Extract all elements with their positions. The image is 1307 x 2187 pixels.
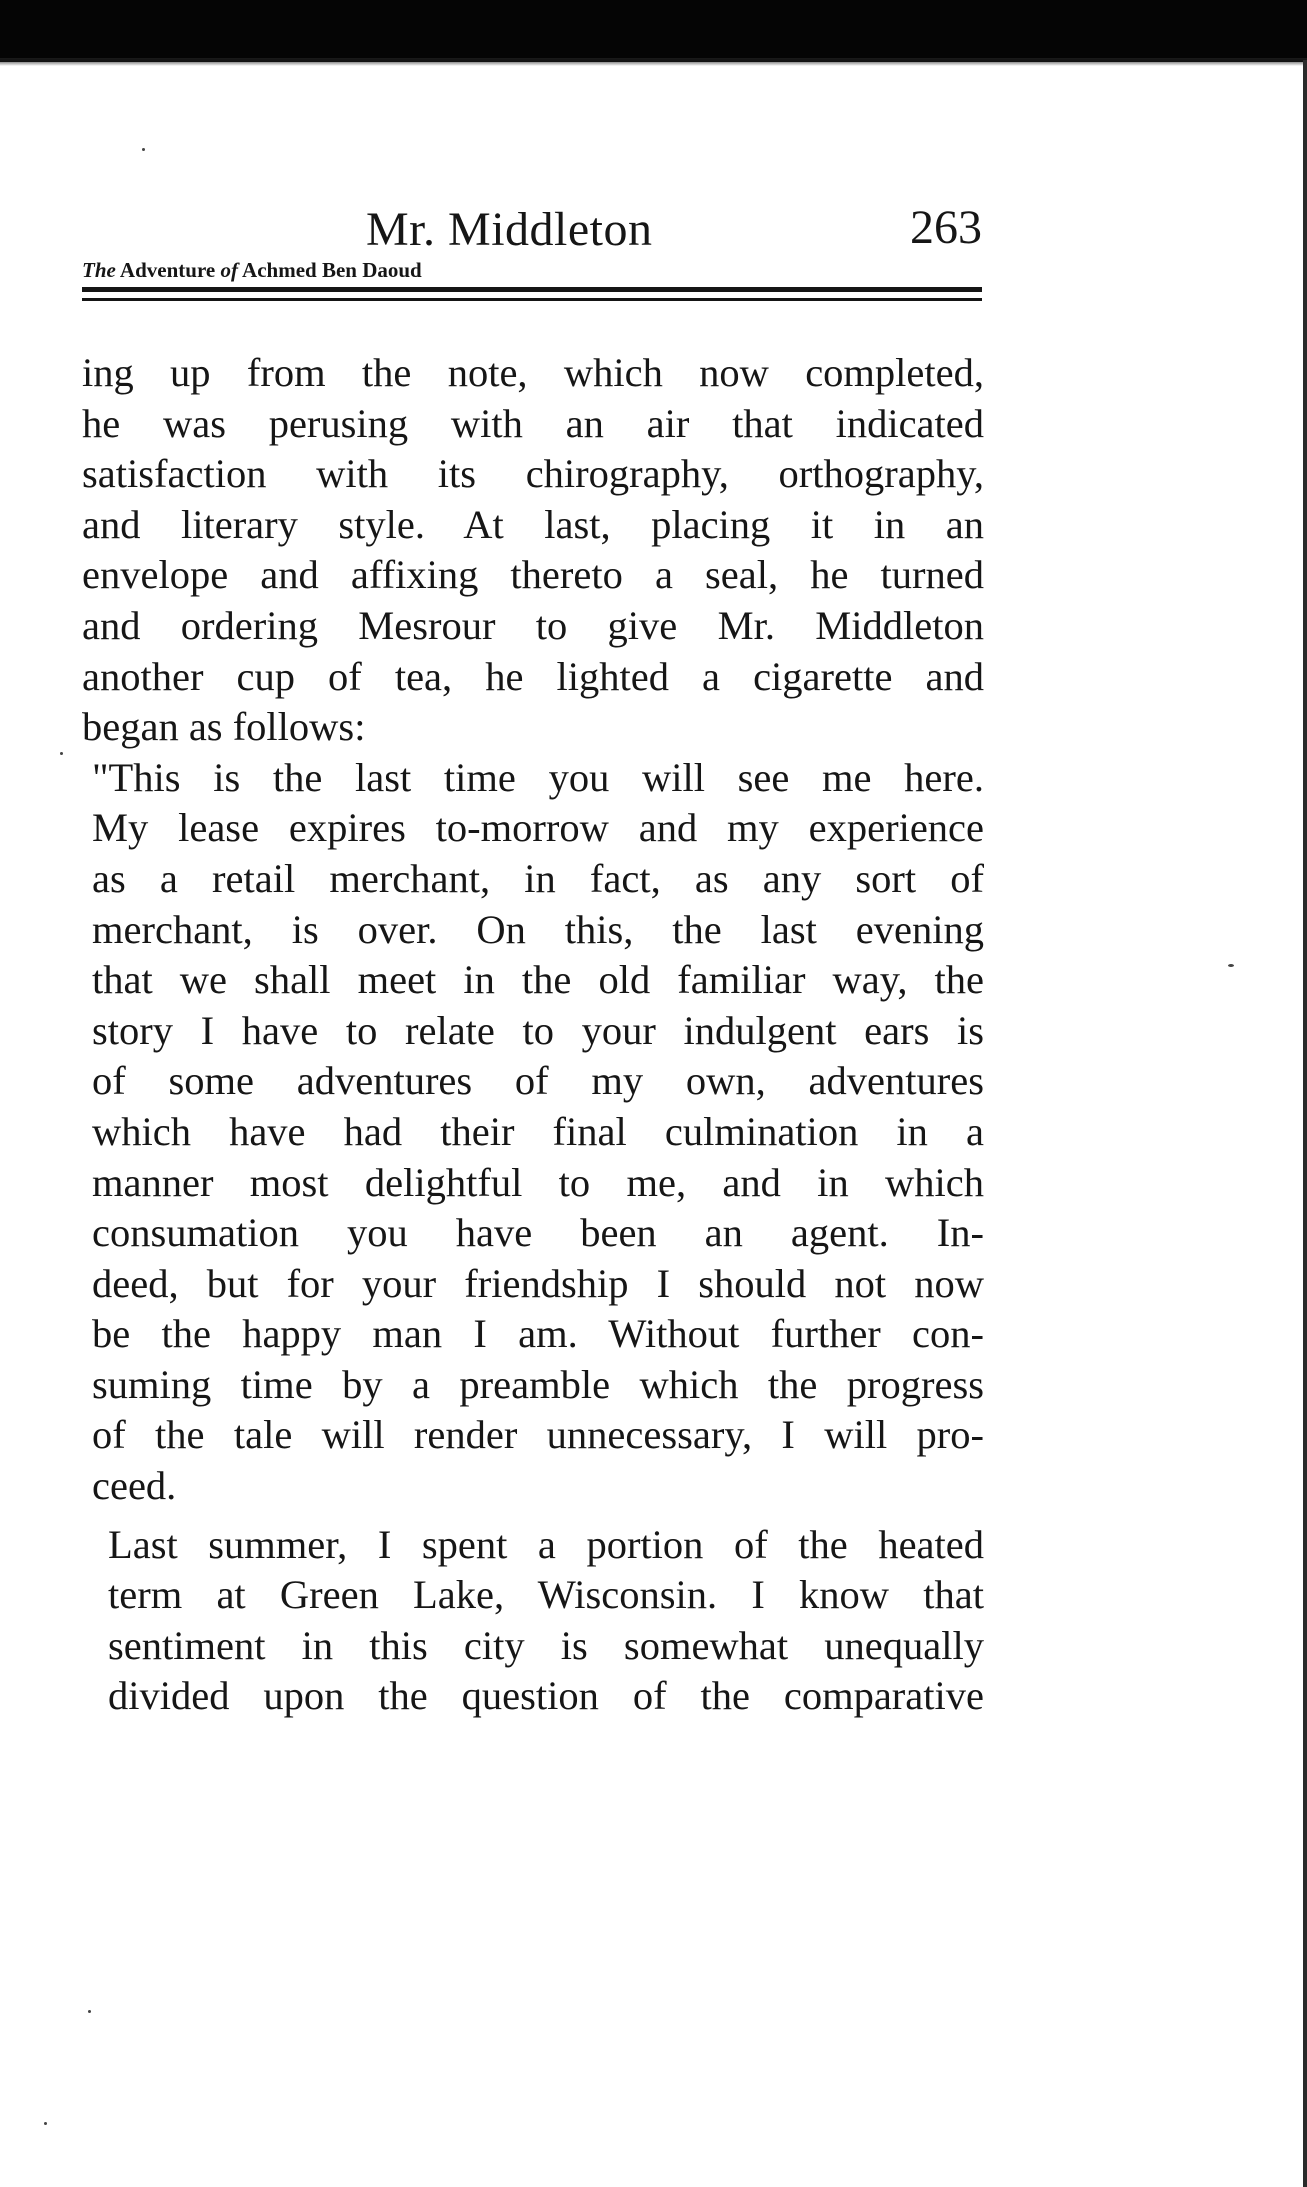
scan-border-right (1303, 60, 1307, 2187)
chapter-title-word: Adventure (119, 258, 216, 282)
scan-speck (60, 752, 63, 755)
page-body (82, 348, 984, 1722)
text-line: term at Green Lake, Wisconsin. I know that (108, 1572, 984, 1618)
scan-shadow-top (0, 58, 1307, 66)
header-rule-thin (82, 298, 982, 301)
page-number: 263 (910, 201, 982, 254)
scan-speck (1228, 964, 1234, 967)
text-line: "This is the last time you will see me here. (92, 754, 984, 800)
text-line: My lease expires to-morrow and my experience (92, 805, 984, 851)
text-line: began as follows: (82, 704, 366, 750)
text-line: ceed. (92, 1463, 177, 1509)
chapter-title (82, 258, 422, 283)
chapter-title-prefix: The (82, 258, 116, 282)
scan-speck (44, 2122, 47, 2125)
text-line: of the tale will render unnecessary, I will pro- (92, 1412, 984, 1458)
text-line: consumation you have been an agent. In- (92, 1210, 984, 1256)
running-title: Mr. Middleton (366, 203, 653, 256)
text-line: manner most delightful to me, and in which (92, 1159, 984, 1205)
text-line: Last summer, I spent a portion of the heated (108, 1521, 984, 1567)
header-rule-thick (82, 287, 982, 292)
text-line: he was perusing with an air that indicated (82, 400, 984, 446)
text-line: of some adventures of my own, adventures (92, 1058, 984, 1104)
text-line: which have had their final culmination in a (92, 1108, 984, 1154)
text-line: deed, but for your friendship I should not now (92, 1260, 984, 1306)
text-line: another cup of tea, he lighted a cigarette and (82, 653, 984, 699)
paragraph-2 (82, 753, 984, 1512)
text-line: that we shall meet in the old familiar way, the (92, 957, 984, 1003)
text-line: suming time by a preamble which the progress (92, 1361, 984, 1407)
text-line: divided upon the question of the comparative (108, 1673, 984, 1719)
text-line: story I have to relate to your indulgent ears is (92, 1007, 984, 1053)
paragraph-1 (82, 348, 984, 753)
text-line: be the happy man I am. Without further con- (92, 1311, 984, 1357)
text-line: and literary style. At last, placing it in an (82, 501, 984, 547)
text-line: sentiment in this city is somewhat unequally (108, 1622, 984, 1668)
paragraph-3 (82, 1520, 984, 1722)
page-header (82, 196, 982, 286)
chapter-title-of: of (220, 258, 238, 282)
scan-speck (142, 148, 145, 151)
scan-border-top (0, 0, 1307, 62)
text-line: envelope and affixing thereto a seal, he turned (82, 552, 984, 598)
scan-speck (88, 2010, 91, 2013)
text-line: ing up from the note, which now completed, (82, 350, 984, 395)
text-line: as a retail merchant, in fact, as any sort of (92, 855, 984, 901)
text-line: satisfaction with its chirography, orthography, (82, 451, 984, 497)
text-line: and ordering Mesrour to give Mr. Middleton (82, 602, 984, 648)
text-line: merchant, is over. On this, the last evening (92, 906, 984, 952)
chapter-title-name: Achmed Ben Daoud (242, 258, 422, 282)
